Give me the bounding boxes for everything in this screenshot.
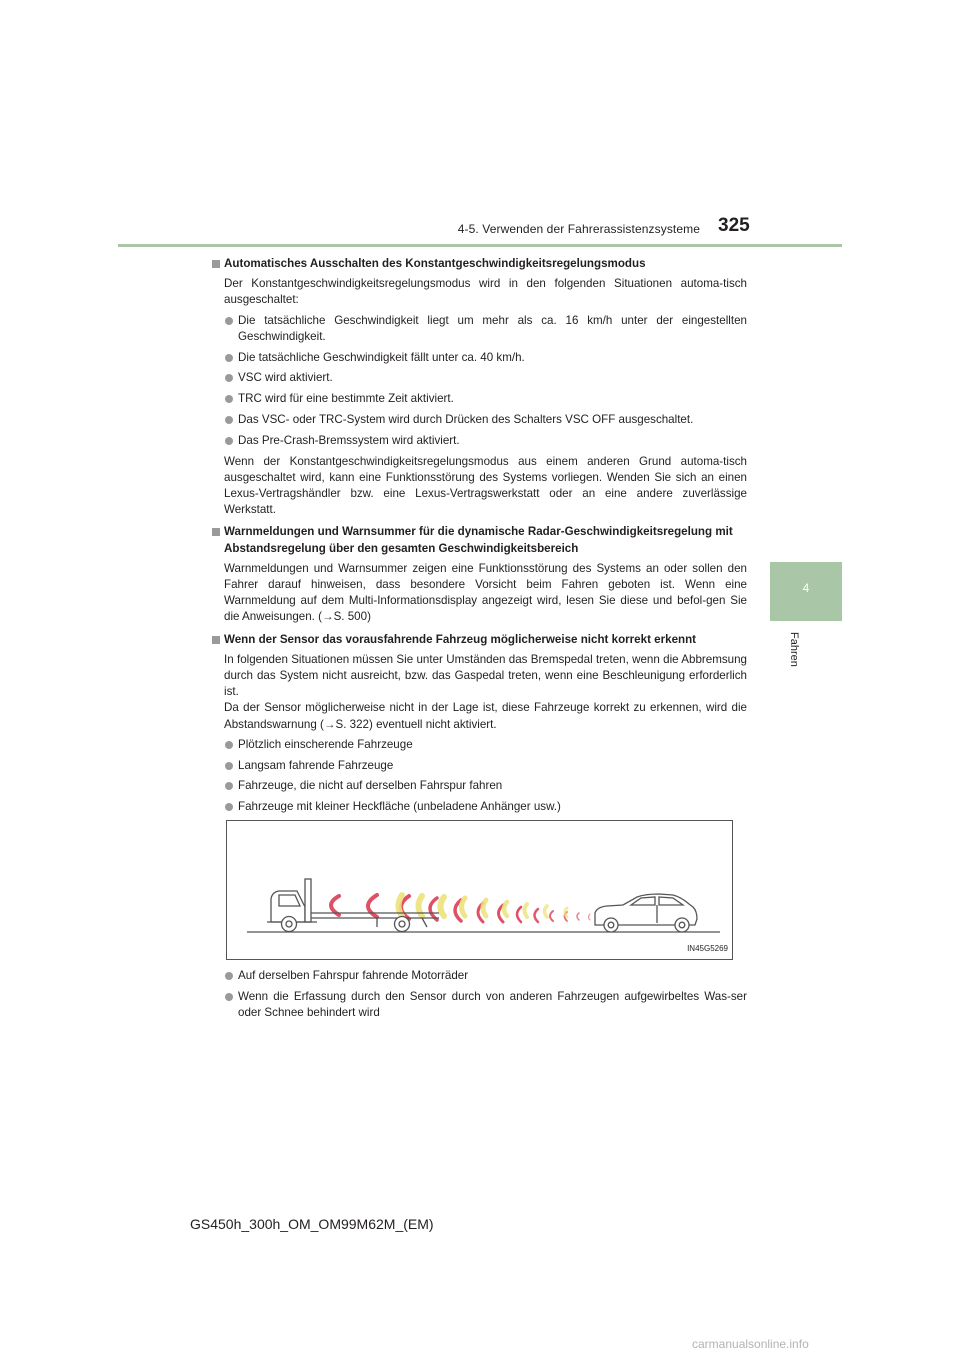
running-header-title: 4-5. Verwenden der Fahrerassistenzsysteme [457, 222, 700, 236]
gray-square-icon [212, 636, 220, 644]
gray-circle-icon [225, 993, 233, 1001]
chapter-label: Fahren [788, 632, 800, 667]
list-item: Fahrzeuge mit kleiner Heckfläche (unbeladene Anhänger usw.) [212, 799, 747, 815]
radar-illustration [226, 820, 733, 960]
list-item: Wenn die Erfassung durch den Sensor durch von anderen Fahrzeugen aufgewirbeltes Was-ser oder Schnee behindert wird [212, 989, 747, 1021]
section-heading-auto-off: Automatisches Ausschalten des Konstantgeschwindigkeitsregelungsmodus [212, 256, 747, 272]
list-item: Die tatsächliche Geschwindigkeit fällt unter ca. 40 km/h. [212, 350, 747, 366]
gray-circle-icon [225, 395, 233, 403]
section-intro: Der Konstantgeschwindigkeitsregelungsmodus wird in den folgenden Situationen automa-tisch ausgeschaltet: [224, 277, 747, 307]
gray-circle-icon [225, 762, 233, 770]
radar-illustration-drawing [227, 821, 732, 959]
gray-circle-icon [225, 354, 233, 362]
gray-circle-icon [225, 782, 233, 790]
list-item: TRC wird für eine bestimmte Zeit aktiviert. [212, 391, 747, 407]
chapter-tab [770, 562, 842, 621]
section-heading-warnings: Warnmeldungen und Warnsummer für die dynamische Radar-Geschwindigkeitsregelung mit Abstandsregelung über den gesamten Geschwindigkeitsbereich [212, 524, 747, 556]
list-item: VSC wird aktiviert. [212, 370, 747, 386]
section-text: Da der Sensor möglicherweise nicht in der Lage ist, diese Fahrzeuge korrekt zu erkennen, wird die Abstandswarnung (→S. 322) eventuell nicht aktiviert. [224, 701, 747, 731]
truck-icon [267, 879, 439, 932]
list-item: Die tatsächliche Geschwindigkeit liegt um mehr als ca. 16 km/h unter der eingestellten Geschwindigkeit. [212, 313, 747, 345]
car-icon [595, 894, 697, 932]
list-item: Fahrzeuge, die nicht auf derselben Fahrspur fahren [212, 778, 747, 794]
footer-model-code: GS450h_300h_OM_OM99M62M_(EM) [190, 1216, 434, 1232]
page-content [212, 256, 747, 1026]
list-item: Das VSC- oder TRC-System wird durch Drücken des Schalters VSC OFF ausgeschaltet. [212, 412, 747, 428]
gray-circle-icon [225, 374, 233, 382]
gray-circle-icon [225, 741, 233, 749]
gray-circle-icon [225, 437, 233, 445]
watermark[interactable]: carmanualsonline.info [692, 1337, 809, 1351]
chapter-number: 4 [802, 581, 810, 595]
section-outro: Wenn der Konstantgeschwindigkeitsregelungsmodus aus einem anderen Grund automa-tisch ausgeschaltet wird, kann eine Funktionsstörung des Systems vorliegen. Wenden Sie sich an einen Lexus-Vertragshändler bzw. eine Lexus-Vertragswerkstatt oder an eine andere zuverlässige Werkstatt. [224, 454, 747, 517]
gray-circle-icon [225, 317, 233, 325]
list-item: Das Pre-Crash-Bremssystem wird aktiviert. [212, 433, 747, 449]
list-item: Langsam fahrende Fahrzeuge [212, 758, 747, 774]
page-number: 325 [718, 215, 750, 236]
section-text: In folgenden Situationen müssen Sie unter Umständen das Bremspedal treten, wenn die Abbremsung durch das System nicht ausreicht, bzw. das Gaspedal treten, wenn eine Beschleunigung erforderlich ist. [224, 652, 747, 699]
section-heading-sensor: Wenn der Sensor das vorausfahrende Fahrzeug möglicherweise nicht korrekt erkennt [212, 632, 747, 648]
gray-circle-icon [225, 803, 233, 811]
header-divider [118, 244, 842, 247]
gray-square-icon [212, 528, 220, 536]
gray-circle-icon [225, 416, 233, 424]
gray-square-icon [212, 260, 220, 268]
section-text: Warnmeldungen und Warnsummer zeigen eine Funktionsstörung des Systems an oder sollen den Fahrer darauf hinweisen, dass besondere Vorsicht beim Fahren geboten ist. Wenn eine Warnmeldung auf dem Multi-Informationsdisplay angezeigt wird, lesen Sie diese und befol-gen Sie die Anweisungen. (→S. 500) [224, 561, 747, 624]
figure-code: IN45G5269 [687, 943, 728, 953]
list-item: Plötzlich einscherende Fahrzeuge [212, 737, 747, 753]
list-item: Auf derselben Fahrspur fahrende Motorräder [212, 968, 747, 984]
gray-circle-icon [225, 972, 233, 980]
